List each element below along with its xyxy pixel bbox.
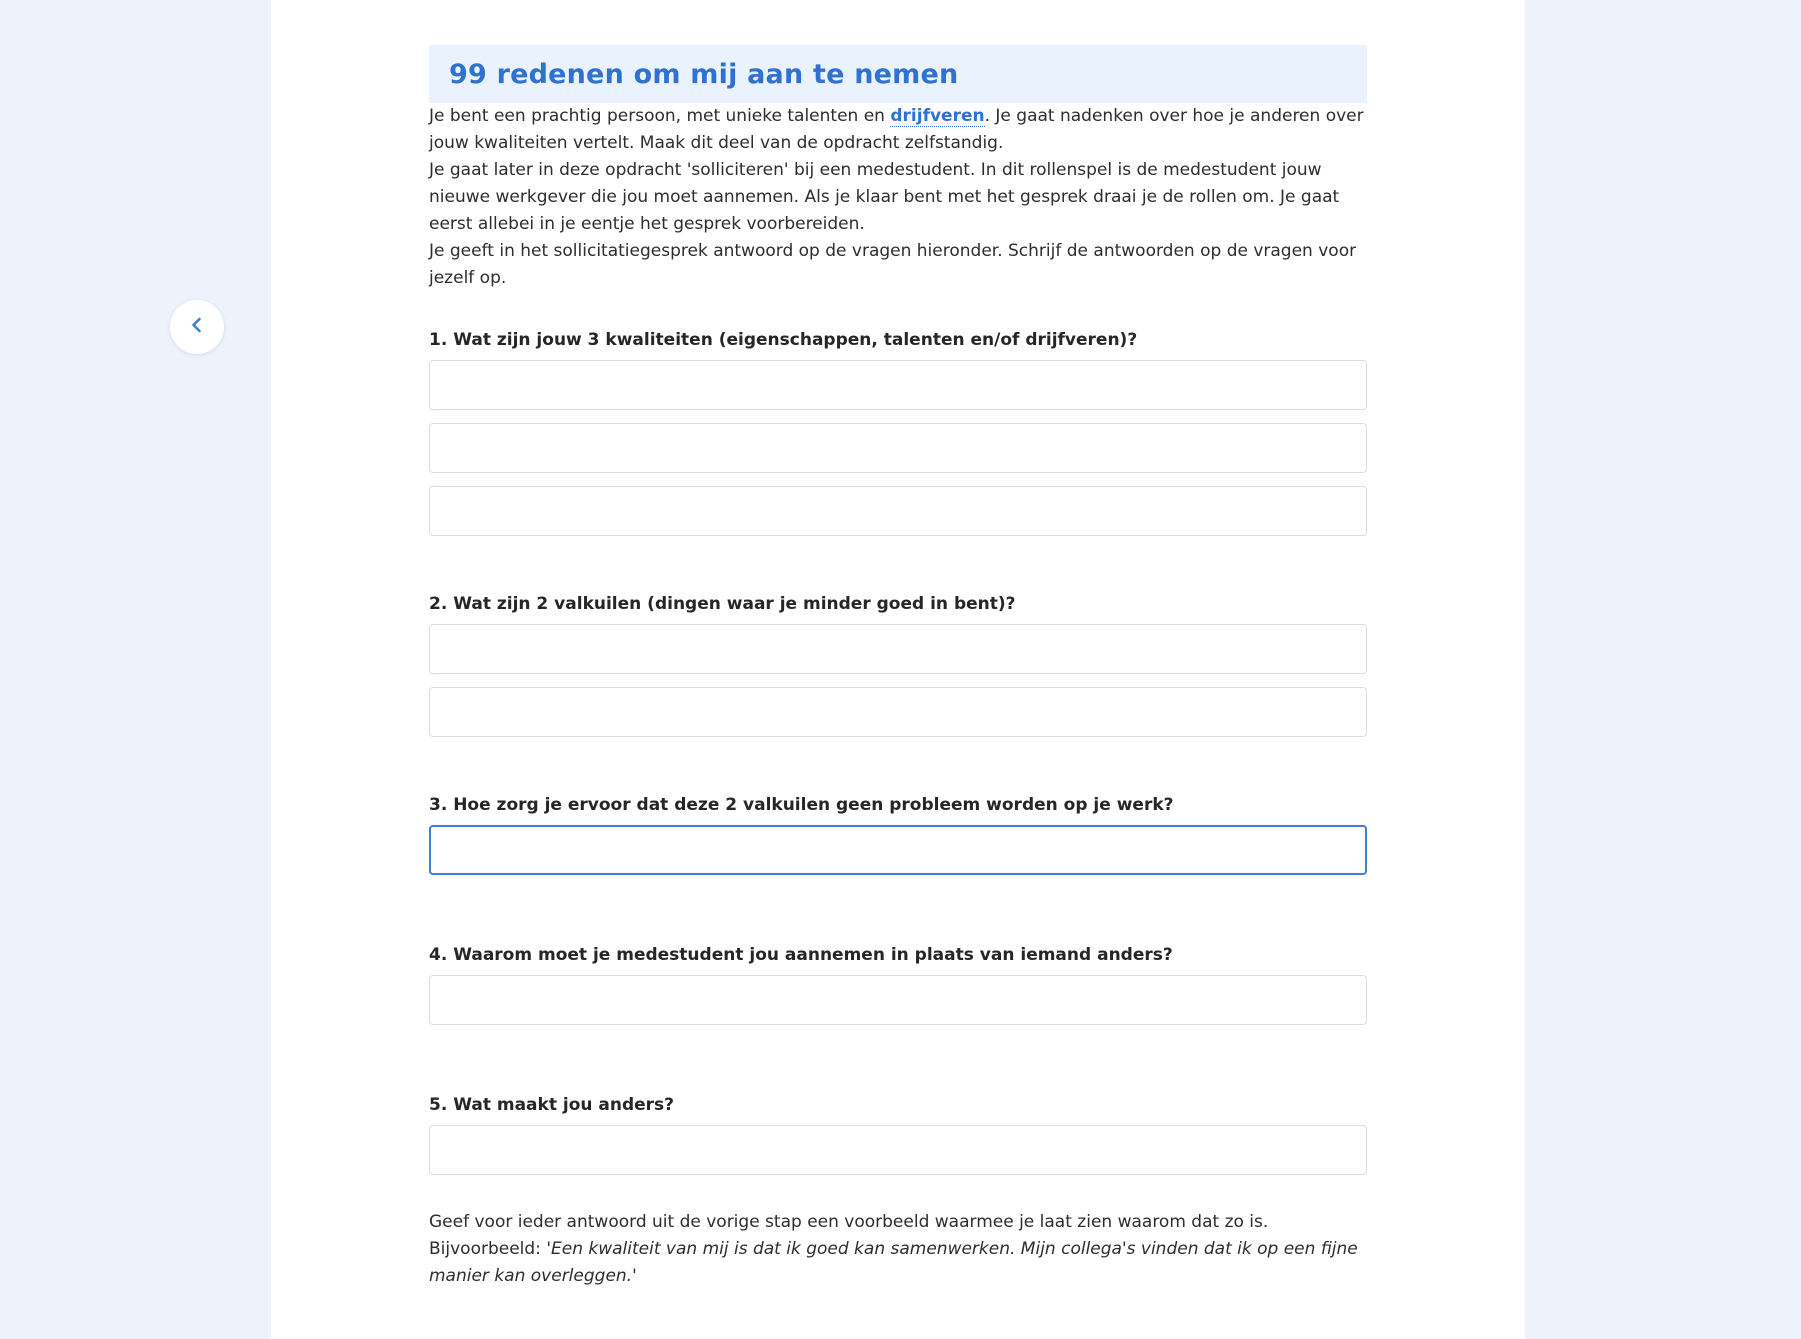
intro-paragraph-1 xyxy=(429,103,1367,157)
q2-answer-2-input[interactable] xyxy=(429,687,1367,737)
chevron-left-icon xyxy=(188,316,206,338)
question-5-label: 5. Wat maakt jou anders? xyxy=(429,1095,675,1115)
question-4-label: 4. Waarom moet je medestudent jou aannemen in plaats van iemand anders? xyxy=(429,945,1173,965)
q2-answer-1-input[interactable] xyxy=(429,624,1367,674)
example-instructions xyxy=(429,1209,1367,1290)
intro-paragraph-3: Je geeft in het sollicitatiegesprek antwoord op de vragen hieronder. Schrijf de antwoorden op de vragen voor jezelf op. xyxy=(429,241,1357,288)
intro-text-1a: Je bent een prachtig persoon, met unieke talenten en xyxy=(429,106,891,126)
question-3-label: 3. Hoe zorg je ervoor dat deze 2 valkuilen geen probleem worden op je werk? xyxy=(429,795,1174,815)
q1-answer-1-input[interactable] xyxy=(429,360,1367,410)
drijfveren-link[interactable]: drijfveren xyxy=(890,106,985,126)
intro-paragraph-2: Je gaat later in deze opdracht 'solliciteren' bij een medestudent. In dit rollenspel is de medestudent jouw nieuwe werkgever die jou moet aannemen. Als je klaar bent met het gesprek draai je de rollen om. Je gaat eerst allebei in je eentje het gesprek voorbereiden. xyxy=(429,160,1340,234)
back-button[interactable] xyxy=(170,300,224,354)
assignment-content xyxy=(429,45,1367,1307)
example-label: Bijvoorbeeld: xyxy=(429,1239,547,1259)
question-2-label: 2. Wat zijn 2 valkuilen (dingen waar je minder goed in bent)? xyxy=(429,594,1016,614)
intro-text-1b: . Je gaat nadenken over hoe je anderen over jouw kwaliteiten vertelt. Maak dit deel van de opdracht zelfstandig. xyxy=(429,106,1364,153)
q5-answer-input[interactable] xyxy=(429,1125,1367,1175)
example-instruction-line: Geef voor ieder antwoord uit de vorige stap een voorbeeld waarmee je laat zien waarom dat zo is. xyxy=(429,1212,1269,1232)
q1-answer-2-input[interactable] xyxy=(429,423,1367,473)
question-1-label: 1. Wat zijn jouw 3 kwaliteiten (eigenschappen, talenten en/of drijfveren)? xyxy=(429,330,1138,350)
q1-answer-3-input[interactable] xyxy=(429,486,1367,536)
q3-answer-input[interactable] xyxy=(429,825,1367,875)
title-banner xyxy=(429,45,1367,103)
page-title: 99 redenen om mij aan te nemen xyxy=(449,58,959,90)
example-quote: 'Een kwaliteit van mij is dat ik goed kan samenwerken. Mijn collega's vinden dat ik op een fijne manier kan overleggen.' xyxy=(429,1239,1358,1286)
q4-answer-input[interactable] xyxy=(429,975,1367,1025)
